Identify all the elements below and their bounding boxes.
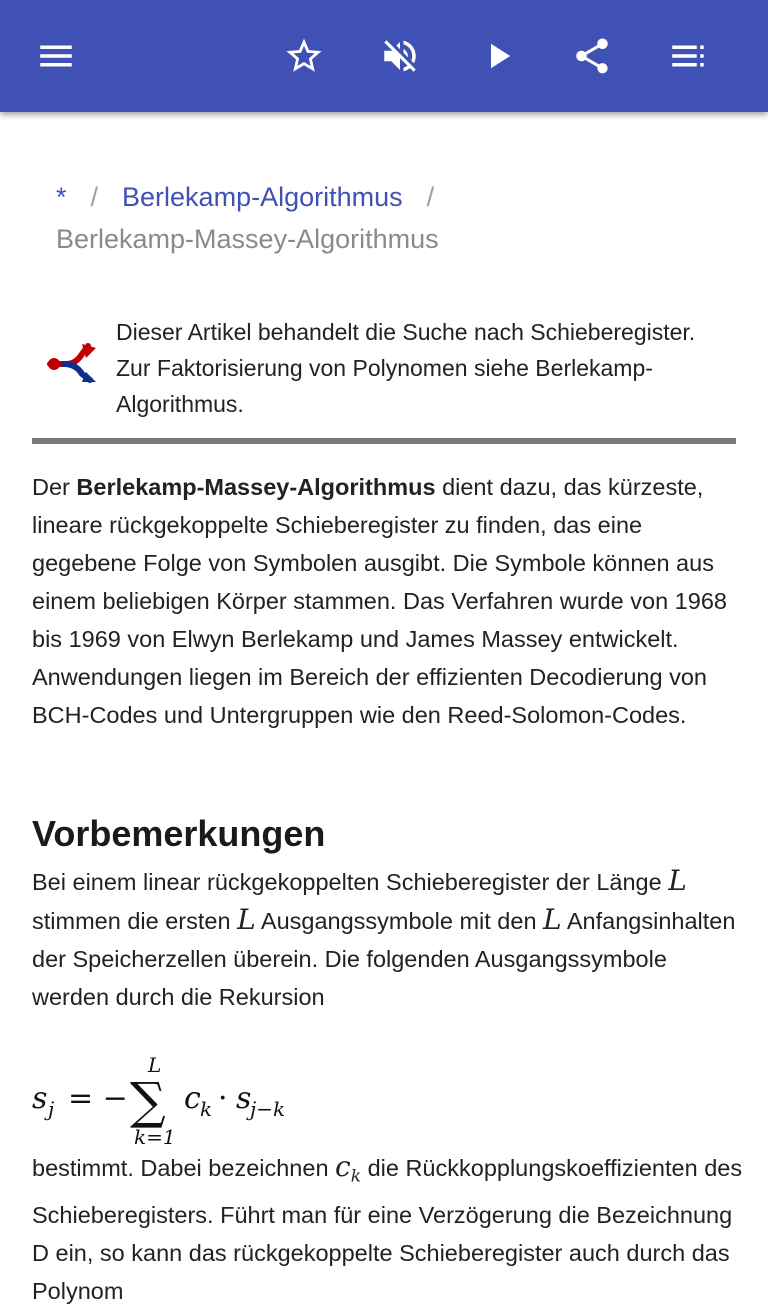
intro-rest: dient dazu, das kürzeste, lineare rückgekoppelte Schieberegister zu finden, das eine gegebene Folge von Symbolen ausgibt. Die Symbole können aus einem beliebigen Körper stammen. Das Verfahren wurde von 1968 bis 1969 von Elwyn Berlekamp und James Massey entwickelt. Anwendungen liegen im Bereich der effizienten Decodierung von BCH-Codes und Untergruppen wie den Reed-Solomon-Codes. [32, 474, 727, 728]
breadcrumb [56, 176, 736, 260]
p1-text-b: stimmen die ersten [32, 908, 238, 934]
bookmark-button[interactable] [276, 28, 332, 84]
share-icon [571, 35, 613, 77]
playlist-icon [667, 35, 709, 77]
play-button[interactable] [470, 28, 526, 84]
math-var-L: L [543, 903, 562, 936]
formula-lhs: s [32, 1081, 48, 1116]
intro-paragraph [32, 468, 744, 734]
share-button[interactable] [564, 28, 620, 84]
math-var-c-sub: k [350, 1166, 362, 1187]
formula-term1: c [184, 1081, 201, 1116]
formula-sum-lower: k=1 [134, 1125, 176, 1149]
formula-graphic [32, 1050, 352, 1150]
hatnote-text: Dieser Artikel behandelt die Suche nach Schieberegister. Zur Faktorisierung von Polynomen siehe Berlekamp-Algorithmus. [116, 319, 696, 417]
disambiguation-arrows-icon [46, 342, 102, 386]
breadcrumb-parent-link[interactable]: Berlekamp-Algorithmus [122, 182, 403, 212]
menu-button[interactable] [28, 28, 84, 84]
math-var-L: L [237, 903, 256, 936]
formula-term1-sub: k [200, 1097, 213, 1121]
p1-text-c: Ausgangssymbole mit den [255, 908, 544, 934]
disambiguation-hatnote [32, 314, 736, 444]
formula-sum-sign: ∑ [130, 1072, 166, 1130]
formula-term2-sub: j−k [250, 1097, 286, 1121]
p2-text-b: die Rückkopplungskoeffizienten des Schieberegisters. Führt man für eine Verzögerung die Bezeichnung D ein, so kann das rückgekoppelte Schieberegister auch durch das Polynom [32, 1155, 743, 1304]
p1-text-a: Bei einem linear rückgekoppelten Schieberegister der Länge [32, 869, 669, 895]
formula-term2: s [236, 1081, 252, 1116]
breadcrumb-separator: / [90, 182, 99, 212]
section-paragraph-1 [32, 862, 744, 1016]
volume-off-icon [379, 35, 421, 77]
mute-button[interactable] [372, 28, 428, 84]
math-var-c: c [335, 1150, 351, 1183]
formula-lhs-sub: j [48, 1097, 55, 1121]
formula-sum-upper: L [148, 1053, 162, 1077]
star-outline-icon [283, 35, 325, 77]
section-paragraph-2 [32, 1148, 744, 1310]
formula-dot: · [218, 1081, 228, 1116]
recursion-formula [32, 1050, 352, 1150]
app-bar [0, 0, 768, 112]
formula-equals-minus: = − [68, 1081, 128, 1116]
p1-text-d: Anfangsinhalten der Speicherzellen überein. Die folgenden Ausgangssymbole werden durch die Rekursion [32, 908, 736, 1010]
math-var-L: L [668, 864, 687, 897]
breadcrumb-root-link[interactable]: * [56, 182, 67, 212]
p2-text-a: bestimmt. Dabei bezeichnen [32, 1155, 336, 1181]
breadcrumb-current: Berlekamp-Massey-Algorithmus [56, 224, 439, 254]
intro-prefix: Der [32, 474, 77, 500]
menu-icon [35, 35, 77, 77]
breadcrumb-separator: / [426, 182, 435, 212]
intro-bold-term: Berlekamp-Massey-Algorithmus [76, 474, 436, 500]
section-heading: Vorbemerkungen [32, 813, 326, 854]
table-of-contents-button[interactable] [660, 28, 716, 84]
play-icon [477, 35, 519, 77]
